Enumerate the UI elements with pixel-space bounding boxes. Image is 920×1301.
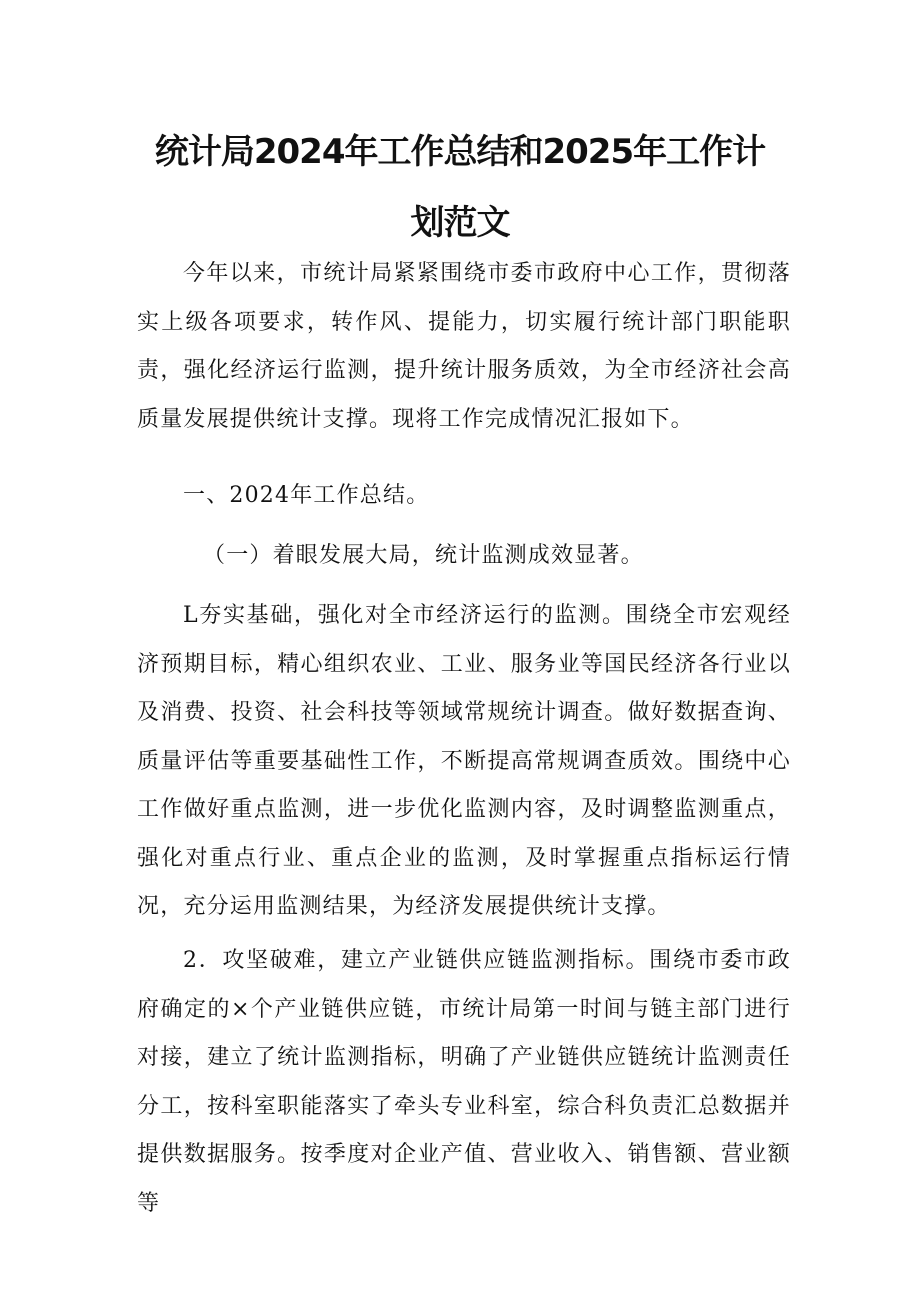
subsection-heading: （一）着眼发展大局，统计监测成效显著。: [203, 543, 644, 568]
list-item-paragraph-1: L夯实基础，强化对全市经济运行的监测。围绕全市宏观经济预期目标，精心组织农业、工业、服务业等国民经济各行业以及消费、投资、社会科技等领域常规统计调查。做好数据查询、质量评估等重要基础性工作，不断提高常规调查质效。围绕中心工作做好重点监测，进一步优化监测内容，及时调整监测重点，强化对重点行业、重点企业的监测，及时掌握重点指标运行情况，充分运用监测结果，为经济发展提供统计支撑。: [137, 603, 791, 919]
document-title-line-1: 统计局2024年工作总结和2025年工作计: [154, 132, 766, 172]
document-title-line-2: 划范文: [410, 203, 510, 243]
list-item-paragraph-2: 2．攻坚破难，建立产业链供应链监测指标。围绕市委市政府确定的×个产业链供应链，市统计局第一时间与链主部门进行对接，建立了统计监测指标，明确了产业链供应链统计监测责任分工，按科室职能落实了牵头专业科室，综合科负责汇总数据并提供数据服务。按季度对企业产值、营业收入、销售额、营业额等: [137, 948, 791, 1216]
section-heading: 一、2024年工作总结。: [183, 483, 430, 508]
intro-paragraph: 今年以来，市统计局紧紧围绕市委市政府中心工作，贯彻落实上级各项要求，转作风、提能力，切实履行统计部门职能职责，强化经济运行监测，提升统计服务质效，为全市经济社会高质量发展提供统计支撑。现将工作完成情况汇报如下。: [137, 261, 791, 432]
